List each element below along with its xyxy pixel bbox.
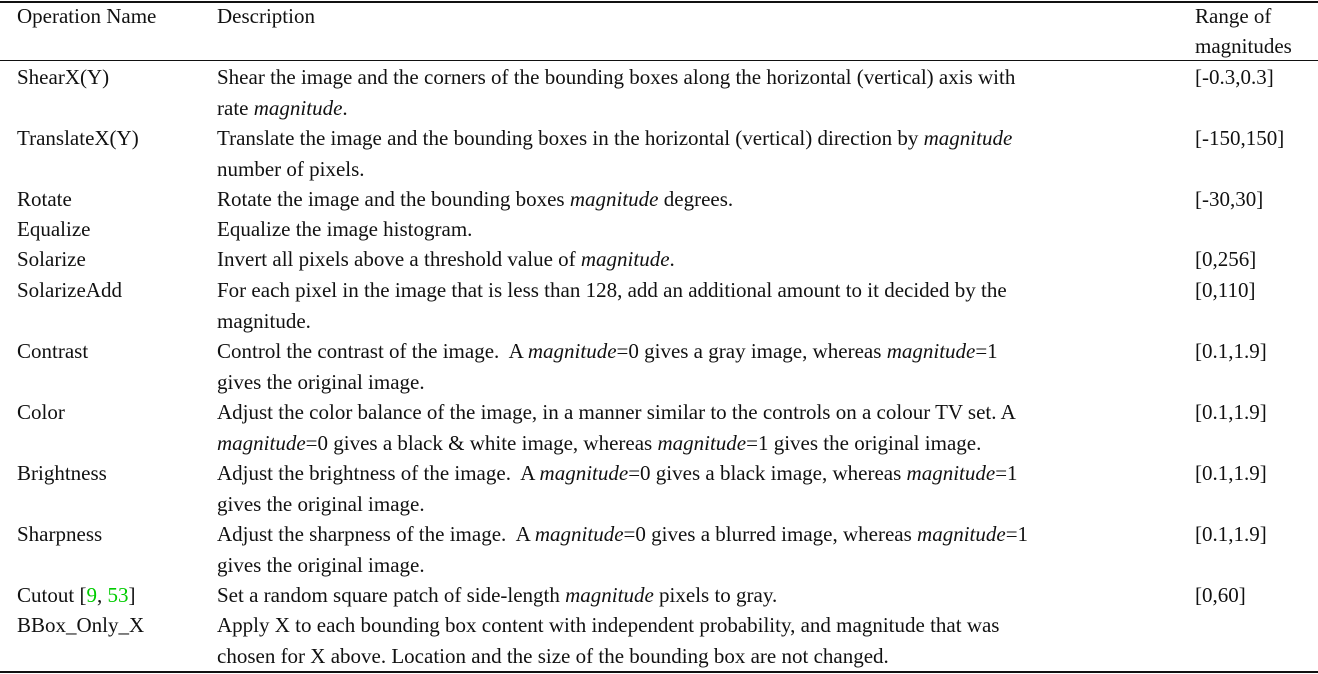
description-text: magnitude. xyxy=(217,308,311,333)
operation-name-text: Equalize xyxy=(17,217,91,241)
description-text: Translate the image and the bounding boxes in the horizontal (vertical) direction by xyxy=(217,126,924,150)
italic-term: magnitude xyxy=(580,247,670,271)
magnitude-range: [0.1,1.9] xyxy=(1195,339,1267,363)
operation-name-text: Brightness xyxy=(17,461,107,485)
magnitude-range: [-0.3,0.3] xyxy=(1195,65,1274,89)
magnitude-range: [-150,150] xyxy=(1195,126,1285,150)
description-line xyxy=(217,154,365,185)
description-line xyxy=(217,397,1016,428)
description-text: Rotate the image and the bounding boxes xyxy=(217,187,570,211)
description-text: Shear the image and the corners of the bounding boxes along the horizontal (vertical) axis with xyxy=(217,65,1016,89)
description-text: degrees. xyxy=(658,187,734,211)
description-line xyxy=(217,62,1015,93)
operation-name-text: Rotate xyxy=(17,187,72,211)
bottom-rule xyxy=(0,671,1318,673)
description-line xyxy=(217,641,889,672)
italic-term: magnitude xyxy=(906,461,996,485)
description-text: Control the contrast of the image. A xyxy=(217,339,528,363)
description-text: Set a random square patch of side-length xyxy=(217,583,566,607)
operation-name: Cutout [9, 53] xyxy=(17,583,136,607)
description-text: pixels to gray. xyxy=(653,583,778,607)
italic-term: magnitude xyxy=(657,430,747,455)
magnitude-range: [0.1,1.9] xyxy=(1195,400,1267,424)
description-line xyxy=(217,123,1012,154)
operation-name-text: BBox_Only_X xyxy=(17,613,145,637)
operation-name xyxy=(17,336,88,367)
description-line xyxy=(217,550,425,581)
operation-name xyxy=(17,458,107,489)
italic-term: magnitude xyxy=(253,95,343,120)
description-text: Apply X to each bounding box content with independent probability, and magnitude that was xyxy=(217,613,1000,637)
description-line xyxy=(217,306,311,337)
description-line xyxy=(217,580,777,611)
operation-name xyxy=(17,244,86,275)
header-operation-name: Operation Name xyxy=(17,4,157,28)
description-text: Adjust the brightness of the image. A xyxy=(217,461,540,485)
description-text: Equalize the image histogram. xyxy=(217,217,473,241)
header-range xyxy=(1195,1,1292,61)
magnitude-range: [0.1,1.9] xyxy=(1195,461,1267,485)
description-line xyxy=(217,367,425,398)
description-line xyxy=(217,214,472,245)
description-text: Adjust the color balance of the image, in a manner similar to the controls on a colour TV set. A xyxy=(217,400,1016,424)
italic-term: magnitude xyxy=(565,583,654,607)
operation-name-text: SolarizeAdd xyxy=(17,278,122,302)
description-text: chosen for X above. Location and the size of the bounding box are not changed. xyxy=(217,643,889,668)
description-line xyxy=(217,610,999,641)
operation-name xyxy=(17,214,90,245)
description-line xyxy=(217,489,425,520)
description-line xyxy=(217,519,1028,550)
description-text: number of pixels. xyxy=(217,156,365,181)
italic-term: magnitude xyxy=(217,430,306,455)
description-text: For each pixel in the image that is less than 128, add an additional amount to it decided by the xyxy=(217,278,1007,302)
magnitude-range: [-30,30] xyxy=(1195,187,1264,211)
header-description: Description xyxy=(217,4,315,28)
operation-name-text: TranslateX(Y) xyxy=(17,126,139,150)
operation-name-text: Sharpness xyxy=(17,522,103,546)
italic-term: magnitude xyxy=(534,522,624,546)
description-text: gives the original image. xyxy=(217,491,425,516)
italic-term: magnitude xyxy=(539,461,629,485)
magnitude-range: [0,60] xyxy=(1195,583,1246,607)
operation-name xyxy=(17,519,102,550)
italic-term: magnitude xyxy=(527,339,617,363)
description-text: =1 xyxy=(1005,522,1029,546)
citation-link[interactable]: 53 xyxy=(107,583,129,607)
operation-name-text: Contrast xyxy=(17,339,89,363)
italic-term: magnitude xyxy=(917,522,1006,546)
description-text: Invert all pixels above a threshold value of xyxy=(217,247,581,271)
description-line xyxy=(217,184,733,215)
header-rule xyxy=(0,60,1318,61)
description-text: =0 gives a blurred image, whereas xyxy=(623,522,918,546)
operation-name xyxy=(17,184,72,215)
description-line xyxy=(217,336,998,367)
operation-name xyxy=(17,397,65,428)
magnitude-range: [0.1,1.9] xyxy=(1195,522,1267,546)
description-line xyxy=(217,244,675,275)
description-text: =0 gives a gray image, whereas xyxy=(616,339,887,363)
description-text: =0 gives a black & white image, whereas xyxy=(305,430,658,455)
operation-name-text: Color xyxy=(17,400,65,424)
description-line xyxy=(217,275,1007,306)
operation-name-text: ShearX(Y) xyxy=(17,65,110,89)
citation-link[interactable]: 9 xyxy=(86,583,97,607)
description-text: gives the original image. xyxy=(217,552,425,577)
magnitude-range: [0,256] xyxy=(1195,247,1257,271)
description-line xyxy=(217,428,981,459)
operation-name-text: Cutout xyxy=(17,583,75,607)
description-line xyxy=(217,458,1018,489)
operation-name xyxy=(17,62,109,93)
description-text: =1 xyxy=(975,339,998,363)
header-range-line1: Range of xyxy=(1195,4,1272,28)
top-rule xyxy=(0,1,1318,3)
header-range-line2: magnitudes xyxy=(1195,34,1292,58)
description-text: . xyxy=(342,95,348,120)
operation-name xyxy=(17,610,144,641)
operation-name xyxy=(17,275,122,306)
operation-name xyxy=(17,123,139,154)
operation-name-text: Solarize xyxy=(17,247,86,271)
description-text: =1 gives the original image. xyxy=(746,430,982,455)
italic-term: magnitude xyxy=(886,339,976,363)
description-text: gives the original image. xyxy=(217,369,425,394)
magnitude-range: [0,110] xyxy=(1195,278,1256,302)
description-text: Adjust the sharpness of the image. A xyxy=(217,522,535,546)
description-text: =1 xyxy=(995,461,1018,485)
description-text: rate xyxy=(217,95,254,120)
description-text: . xyxy=(669,247,675,271)
italic-term: magnitude xyxy=(569,187,659,211)
description-line xyxy=(217,93,348,124)
description-text: =0 gives a black image, whereas xyxy=(628,461,907,485)
italic-term: magnitude xyxy=(923,126,1013,150)
